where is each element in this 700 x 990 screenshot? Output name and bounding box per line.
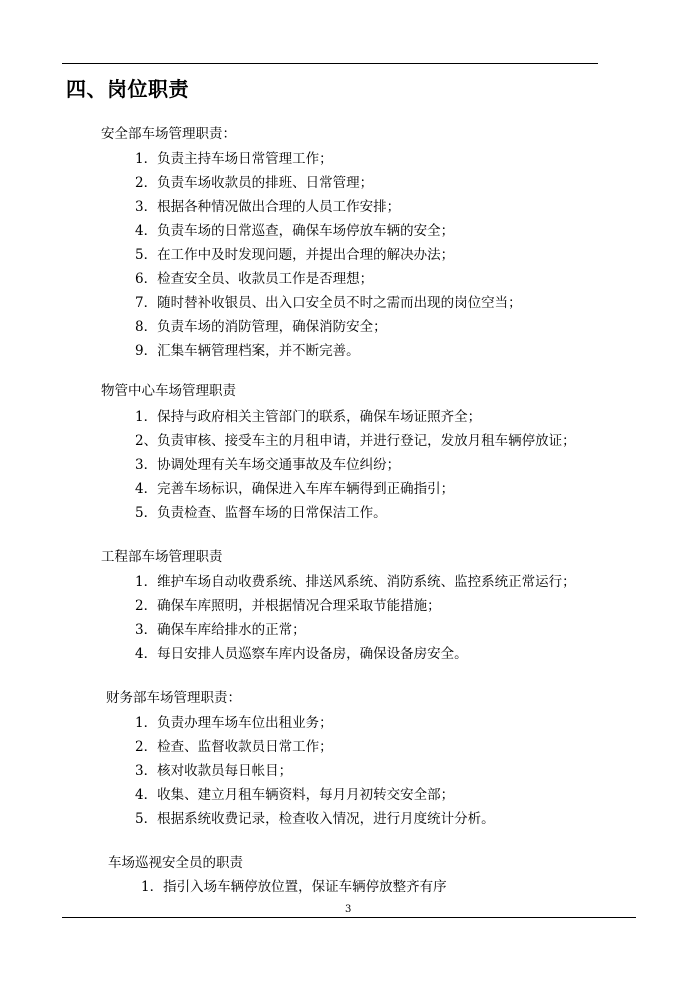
list-item: 2．负责车场收款员的排班、日常管理； [135, 175, 374, 191]
list-item: 1．负责办理车场车位出租业务； [135, 715, 333, 731]
list-item: 1．指引入场车辆停放位置，保证车辆停放整齐有序 [141, 879, 447, 895]
list-item: 5．在工作中及时发现问题，并提出合理的解决办法； [135, 247, 455, 263]
footer-rule [62, 917, 636, 918]
list-item: 8．负责车场的消防管理，确保消防安全； [135, 319, 387, 335]
section-title-security: 安全部车场管理职责： [101, 126, 236, 142]
list-item: 1．保持与政府相关主管部门的联系，确保车场证照齐全； [135, 409, 482, 425]
page-number: 3 [345, 904, 352, 915]
header-rule [62, 63, 598, 64]
list-item: 2．检查、监督收款员日常工作； [135, 739, 333, 755]
list-item: 3．根据各种情况做出合理的人员工作安排； [135, 199, 401, 215]
list-item: 4．负责车场的日常巡查，确保车场停放车辆的安全； [135, 223, 455, 239]
list-item: 1．负责主持车场日常管理工作； [135, 151, 333, 167]
list-item: 5．根据系统收费记录，检查收入情况，进行月度统计分析。 [135, 811, 495, 827]
list-item: 2、负责审核、接受车主的月租申请，并进行登记，发放月租车辆停放证； [135, 433, 576, 449]
section-title-property-center: 物管中心车场管理职责 [101, 383, 236, 399]
list-item: 7．随时替补收银员、出入口安全员不时之需而出现的岗位空当； [135, 295, 522, 311]
list-item: 9．汇集车辆管理档案，并不断完善。 [135, 343, 360, 359]
list-item: 3．核对收款员每日帐目； [135, 763, 293, 779]
list-item: 4．收集、建立月租车辆资料，每月月初转交安全部； [135, 787, 455, 803]
section-heading: 四、岗位职责 [66, 77, 189, 101]
list-item: 3．确保车库给排水的正常； [135, 622, 306, 638]
list-item: 1．维护车场自动收费系统、排送风系统、消防系统、监控系统正常运行； [135, 574, 576, 590]
list-item: 2．确保车库照明，并根据情况合理采取节能措施； [135, 598, 441, 614]
list-item: 4．每日安排人员巡察车库内设备房，确保设备房安全。 [135, 646, 468, 662]
section-title-patrol: 车场巡视安全员的职责 [108, 855, 243, 871]
list-item: 6．检查安全员、收款员工作是否理想； [135, 271, 374, 287]
list-item: 4．完善车场标识，确保进入车库车辆得到正确指引； [135, 481, 455, 497]
section-title-engineering: 工程部车场管理职责 [101, 549, 223, 565]
list-item: 3．协调处理有关车场交通事故及车位纠纷； [135, 457, 401, 473]
list-item: 5．负责检查、监督车场的日常保洁工作。 [135, 505, 387, 521]
section-title-finance: 财务部车场管理职责： [106, 690, 241, 706]
